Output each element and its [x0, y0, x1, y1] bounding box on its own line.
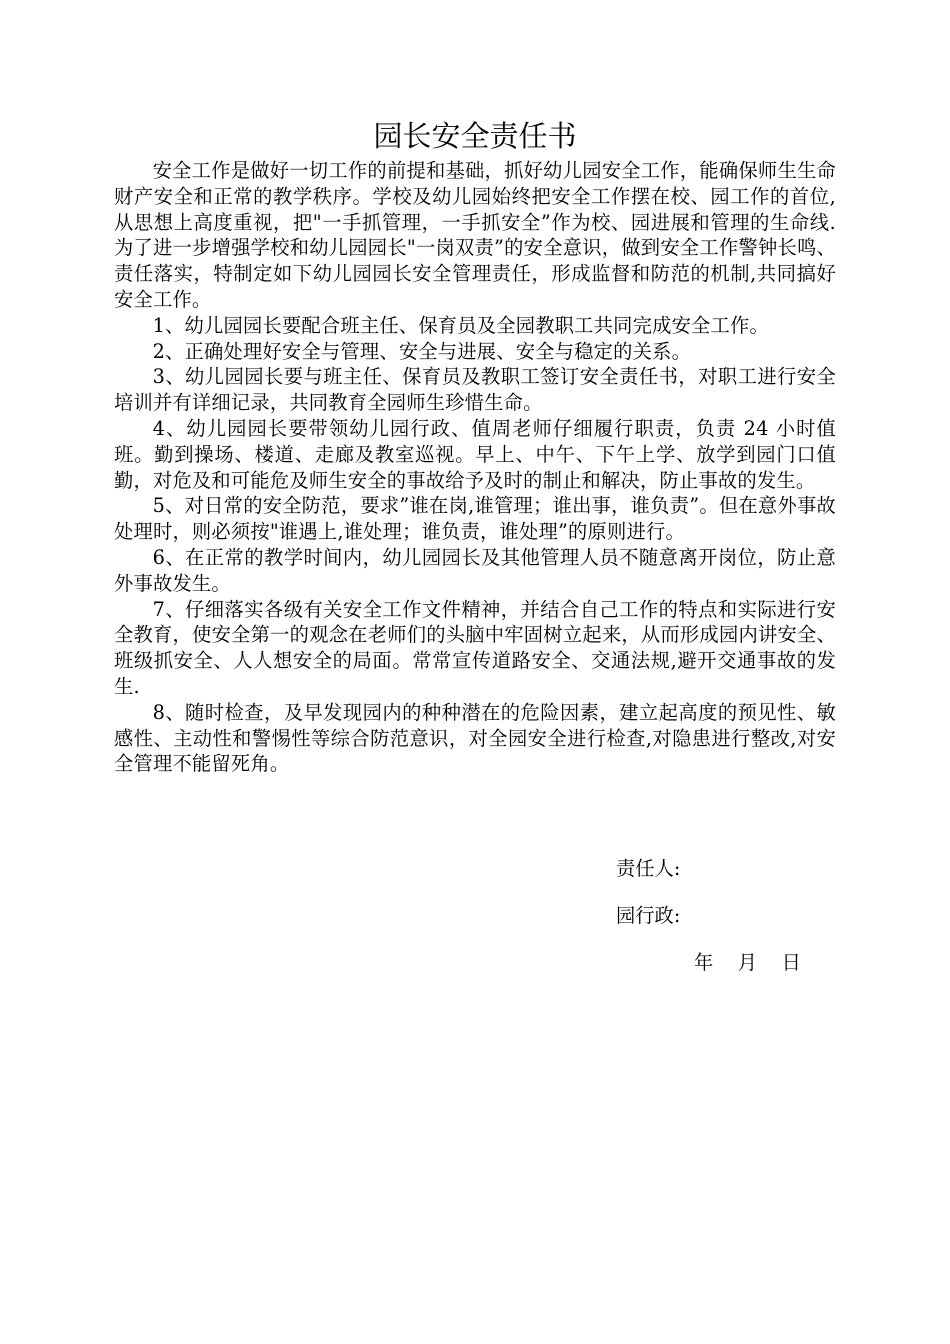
clause-6: 6、在正常的教学时间内，幼儿园园长及其他管理人员不随意离开岗位，防止意外事故发生。 [114, 545, 836, 595]
clause-5: 5、对日常的安全防范，要求”谁在岗,谁管理；谁出事，谁负责”。但在意外事故处理时，则必须按"谁遇上,谁处理；谁负责，谁处理”的原则进行。 [114, 494, 836, 544]
clause-2: 2、正确处理好安全与管理、安全与进展、安全与稳定的关系。 [152, 339, 692, 363]
date-line: 年 月 日 [694, 951, 801, 974]
intro-paragraph: 安全工作是做好一切工作的前提和基础，抓好幼儿园安全工作，能确保师生生命财产安全和正常的教学秩序。学校及幼儿园始终把安全工作摆在校、园工作的首位,从思想上高度重视，把"一手抓管理，一手抓安全”作为校、园进展和管理的生命线.为了进一步增强学校和幼儿园园长"一岗双责”的安全意识，做到安全工作警钟长鸣、责任落实，特制定如下幼儿园园长安全管理责任，形成监督和防范的机制,共同搞好安全工作。 [114, 159, 836, 311]
clause-1: 1、幼儿园园长要配合班主任、保育员及全园教职工共同完成安全工作。 [152, 313, 769, 337]
clause-7: 7、仔细落实各级有关安全工作文件精神，并结合自己工作的特点和实际进行安全教育，使安全第一的观念在老师们的头脑中牢固树立起来，从而形成园内讲安全、班级抓安全、人人想安全的局面。常常宣传道路安全、交通法规,避开交通事故的发生. [114, 597, 836, 698]
document-title: 园长安全责任书 [373, 119, 577, 153]
clause-3: 3、幼儿园园长要与班主任、保育员及教职工签订安全责任书，对职工进行安全培训并有详细记录，共同教育全园师生珍惜生命。 [114, 365, 836, 415]
clause-8: 8、随时检查，及早发现园内的种种潜在的危险因素，建立起高度的预见性、敏感性、主动性和警惕性等综合防范意识，对全园安全进行检查,对隐患进行整改,对安全管理不能留死角。 [114, 700, 836, 776]
clause-4: 4、幼儿园园长要带领幼儿园行政、值周老师仔细履行职责，负责 24 小时值班。勤到操场、楼道、走廊及教室巡视。早上、中午、下午上学、放学到园门口值勤，对危及和可能危及师生安全的事故给予及时的制止和解决，防止事故的发生。 [114, 416, 836, 492]
responsible-person-label: 责任人: [616, 857, 681, 880]
administration-label: 园行政: [616, 904, 681, 927]
document-body [114, 158, 836, 777]
